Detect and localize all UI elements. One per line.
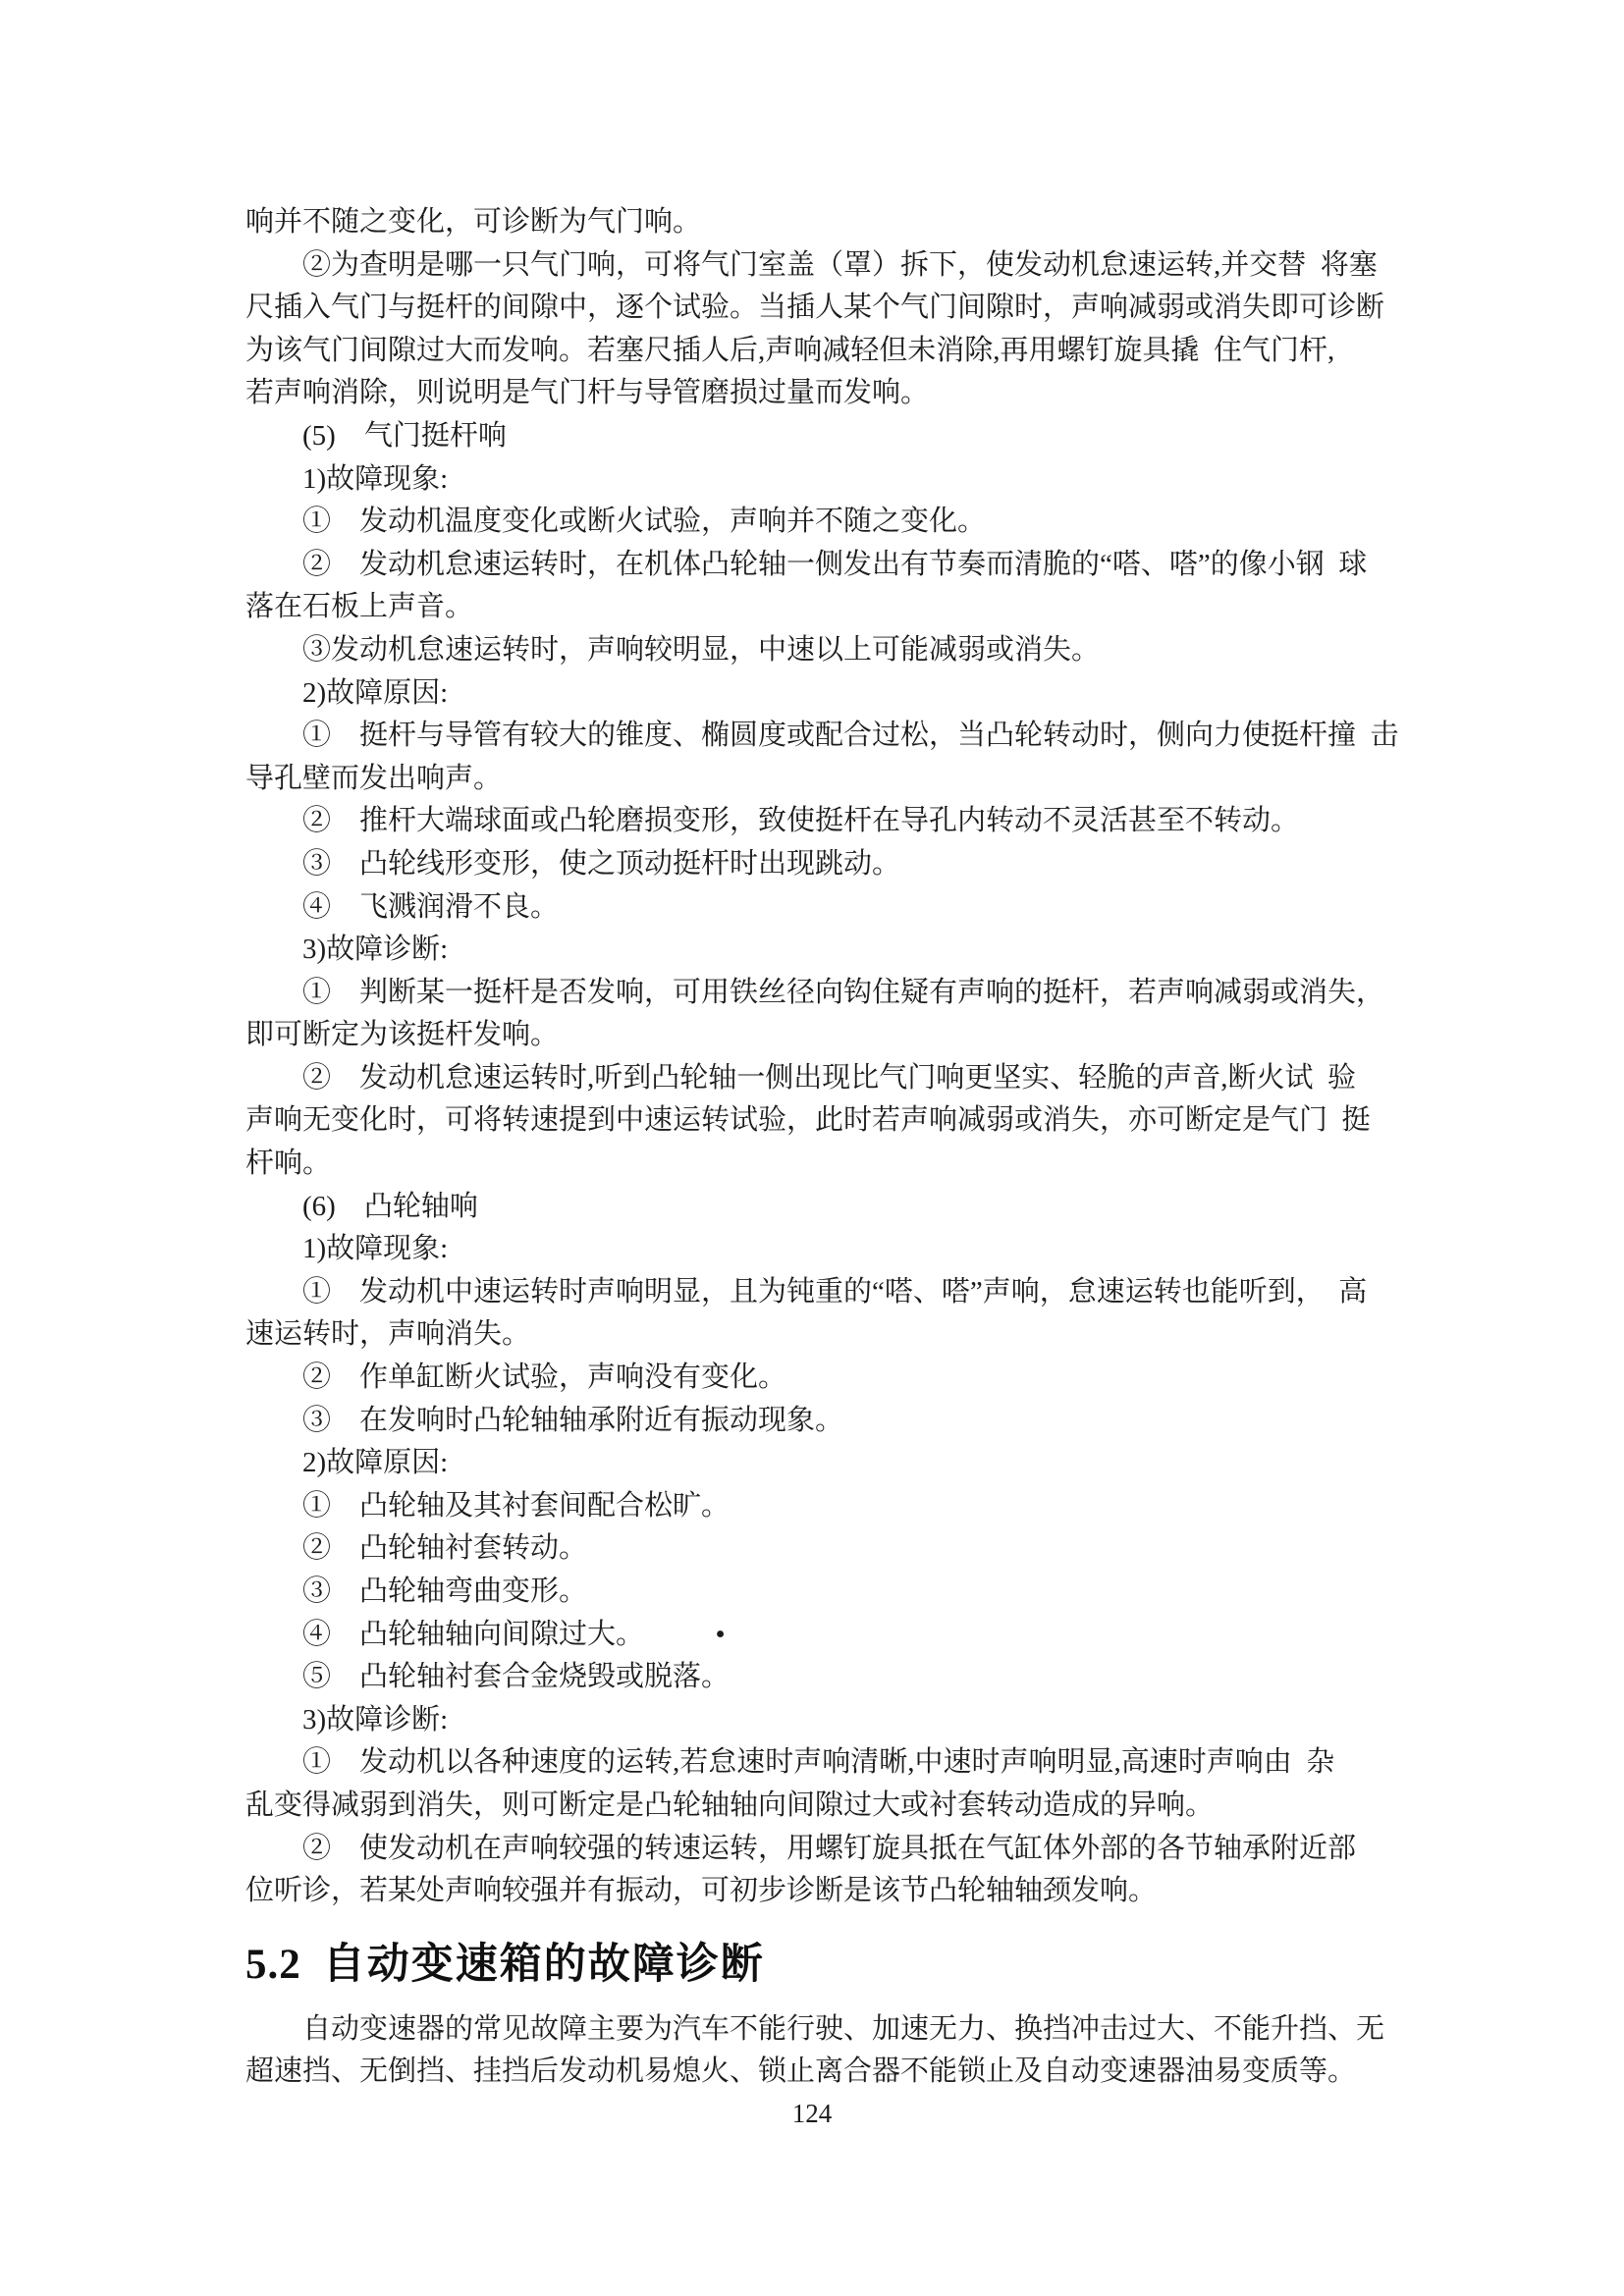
- text-line: ① 发动机温度变化或断火试验，声响并不随之变化。: [302, 506, 987, 538]
- text-line: ① 判断某一挺杆是否发响，可用铁丝径向钩住疑有声响的挺杆，若声响减弱或消失，: [302, 976, 1385, 1008]
- text-line: ② 使发动机在声响较强的转速运转，用螺钉旋具抵在气缸体外部的各节轴承附近部: [302, 1832, 1357, 1864]
- text-line: 位听诊，若某处声响较强并有振动，可初步诊断是该节凸轮轴轴颈发响。: [245, 1875, 1158, 1907]
- section-title: 自动变速箱的故障诊断: [322, 1940, 765, 1988]
- text-line: ③ 凸轮轴弯曲变形。: [302, 1575, 588, 1607]
- text-line: ① 挺杆与导管有较大的锥度、椭圆度或配合过松，当凸轮转动时，侧向力使挺杆撞 击: [302, 720, 1399, 752]
- text-line: 3)故障诊断:: [302, 934, 449, 966]
- text-line: ① 凸轮轴及其衬套间配合松旷。: [302, 1489, 731, 1522]
- text-line: 为该气门间隙过大而发响。若塞尺插人后,声响减轻但未消除,再用螺钉旋具撬 住气门杆,: [245, 334, 1335, 366]
- text-line: ③发动机怠速运转时，声响较明显，中速以上可能减弱或消失。: [302, 633, 1101, 666]
- text-line: 导孔壁而发出响声。: [245, 762, 503, 794]
- text-line: ④ 凸轮轴轴向间隙过大。 •: [302, 1618, 726, 1650]
- text-line: 杆响。: [245, 1148, 332, 1180]
- text-line: 落在石板上声音。: [245, 591, 474, 623]
- text-line: ④ 飞溅润滑不良。: [302, 890, 560, 923]
- text-line: ① 发动机中速运转时声响明显，且为钝重的“嗒、嗒”声响，怠速运转也能听到， 高: [302, 1275, 1368, 1308]
- text-line: (5) 气门挺杆响: [302, 419, 507, 452]
- text-line: ③ 在发响时凸轮轴轴承附近有振动现象。: [302, 1404, 844, 1436]
- text-line: 1)故障现象:: [302, 462, 449, 495]
- document-content: [245, 201, 1463, 2094]
- text-line: 速运转时，声响消失。: [245, 1318, 531, 1351]
- document-body: [245, 201, 1463, 1913]
- text-line: 3)故障诊断:: [302, 1703, 449, 1735]
- text-line: 尺插入气门与挺杆的间隙中，逐个试验。当插人某个气门间隙时，声响减弱或消失即可诊断: [245, 292, 1385, 324]
- text-line: ② 推杆大端球面或凸轮磨损变形，致使挺杆在导孔内转动不灵活甚至不转动。: [302, 805, 1300, 837]
- text-line: 自动变速器的常见故障主要为汽车不能行驶、加速无力、换挡冲击过大、不能升挡、无: [302, 2012, 1385, 2045]
- section-number: 5.2: [245, 1941, 301, 1988]
- text-line: ② 凸轮轴衬套转动。: [302, 1532, 588, 1565]
- text-line: ② 作单缸断火试验，声响没有变化。: [302, 1362, 787, 1394]
- text-line: ⑤ 凸轮轴衬套合金烧毁或脱落。: [302, 1661, 731, 1693]
- text-line: (6) 凸轮轴响: [302, 1190, 478, 1222]
- text-line: ② 发动机怠速运转时,听到凸轮轴一侧出现比气门响更坚实、轻脆的声音,断火试 验: [302, 1061, 1357, 1094]
- text-line: ② 发动机怠速运转时，在机体凸轮轴一侧发出有节奏而清脆的“嗒、嗒”的像小钢 球: [302, 548, 1368, 580]
- text-line: ②为查明是哪一只气门响，可将气门室盖（罩）拆下，使发动机怠速运转,并交替 将塞: [302, 248, 1378, 281]
- text-line: 响并不随之变化，可诊断为气门响。: [245, 206, 702, 238]
- text-line: 若声响消除，则说明是气门杆与导管磨损过量而发响。: [245, 377, 930, 409]
- text-line: 乱变得减弱到消失，则可断定是凸轮轴轴向间隙过大或衬套转动造成的异响。: [245, 1789, 1215, 1821]
- text-line: 即可断定为该挺杆发响。: [245, 1019, 560, 1051]
- text-line: 超速挡、无倒挡、挂挡后发动机易熄火、锁止离合器不能锁止及自动变速器油易变质等。: [245, 2056, 1357, 2088]
- section-body: [245, 2008, 1463, 2094]
- text-line: 1)故障现象:: [302, 1233, 449, 1265]
- section-heading: [245, 1935, 1463, 1995]
- text-line: ③ 凸轮线形变形，使之顶动挺杆时出现跳动。: [302, 847, 901, 880]
- text-line: ① 发动机以各种速度的运转,若怠速时声响清晰,中速时声响明显,高速时声响由 杂: [302, 1746, 1335, 1779]
- text-line: 声响无变化时，可将转速提到中速运转试验，此时若声响减弱或消失，亦可断定是气门 挺: [245, 1104, 1371, 1137]
- text-line: 2)故障原因:: [302, 676, 449, 709]
- page-number: 124: [791, 2099, 833, 2128]
- text-line: 2)故障原因:: [302, 1447, 449, 1479]
